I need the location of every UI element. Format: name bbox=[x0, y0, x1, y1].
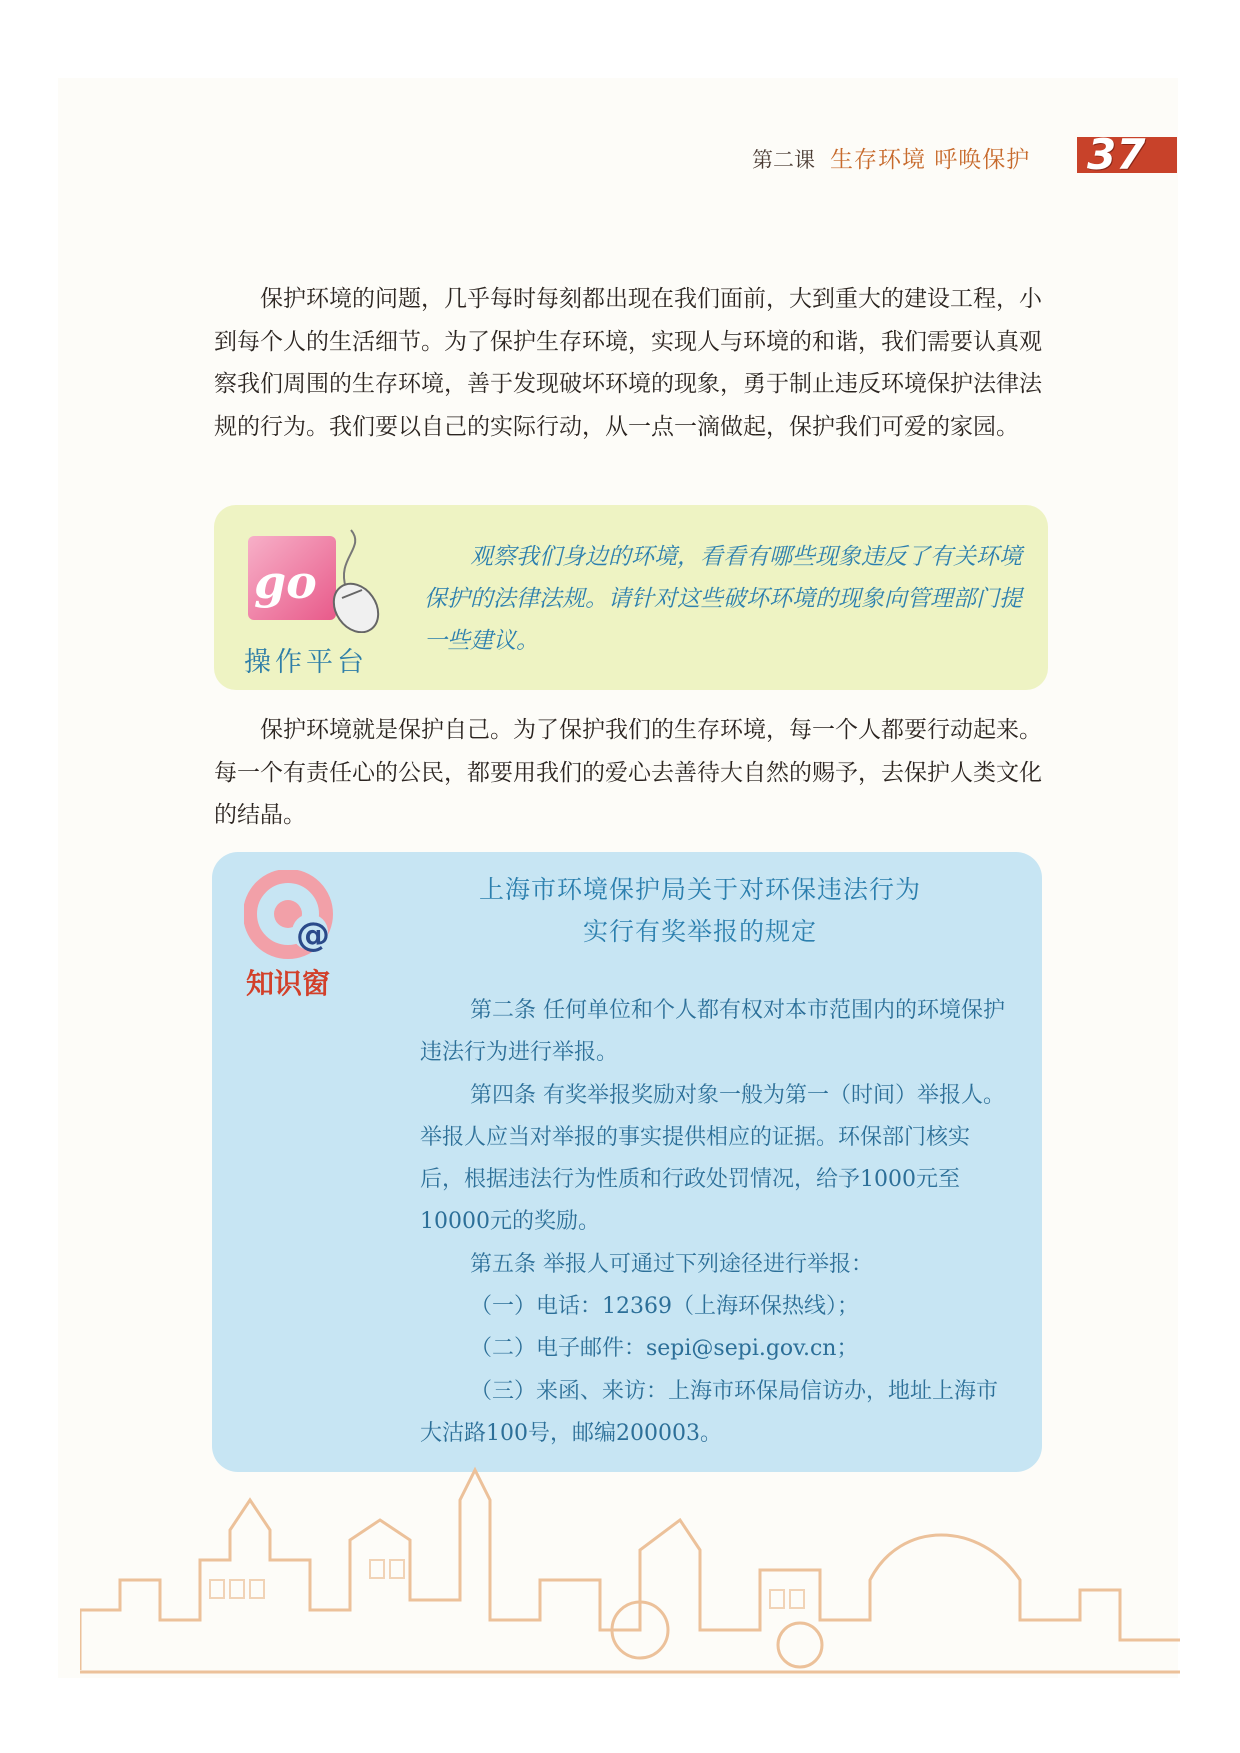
at-sign-icon bbox=[244, 870, 344, 965]
go-icon-text: go bbox=[254, 555, 317, 609]
svg-text:@: @ bbox=[296, 915, 330, 955]
article-5-item-3: （三）来函、来访：上海市环保局信访办，地址上海市大沽路100号，邮编200003。 bbox=[420, 1378, 999, 1446]
city-skyline-illustration bbox=[80, 1460, 1180, 1680]
lesson-label: 第二课 bbox=[752, 148, 815, 172]
knowledge-title-line2: 实行有奖举报的规定 bbox=[582, 917, 817, 946]
article-2: 第二条 任何单位和个人都有权对本市范围内的环境保护违法行为进行举报。 bbox=[420, 998, 1005, 1066]
intro-paragraph: 保护环境的问题，几乎每时每刻都出现在我们面前，大到重大的建设工程，小到每个人的生活细节。为了保护生存环境，实现人与环境的和谐，我们需要认真观察我们周围的生存环境，善于发现破坏环境的现象，勇于制止违反环境保护法律法规的行为。我们要以自己的实际行动，从一点一滴做起，保护我们可爱的家园。 bbox=[214, 286, 1042, 440]
second-paragraph: 保护环境就是保护自己。为了保护我们的生存环境，每一个人都要行动起来。每一个有责任心的公民，都要用我们的爱心去善待大自然的赐予，去保护人类文化的结晶。 bbox=[214, 717, 1042, 828]
article-4: 第四条 有奖举报奖励对象一般为第一（时间）举报人。举报人应当对举报的事实提供相应的证据。环保部门核实后，根据违法行为性质和行政处罚情况，给予1000元至10000元的奖励。 bbox=[420, 1082, 1005, 1235]
knowledge-window-label: 知识窗 bbox=[246, 967, 331, 1000]
knowledge-title-line1: 上海市环境保护局关于对环保违法行为 bbox=[478, 875, 921, 904]
article-5-item-1: （一）电话：12369（上海环保热线）； bbox=[470, 1294, 859, 1320]
go-mouse-icon bbox=[246, 528, 386, 633]
operation-platform-text: 观察我们身边的环境，看看有哪些现象违反了有关环境保护的法律法规。请针对这些破坏环境的现象向管理部门提一些建议。 bbox=[424, 544, 1022, 654]
article-5-item-2: （二）电子邮件：sepi@sepi.gov.cn； bbox=[470, 1336, 859, 1362]
operation-platform-label: 操作平台 bbox=[244, 647, 368, 678]
page-number: 37 bbox=[1087, 130, 1146, 179]
article-5: 第五条 举报人可通过下列途径进行举报： bbox=[470, 1251, 873, 1277]
knowledge-body bbox=[420, 990, 1010, 1455]
lesson-title: 生存环境 呼唤保护 bbox=[830, 147, 1031, 173]
